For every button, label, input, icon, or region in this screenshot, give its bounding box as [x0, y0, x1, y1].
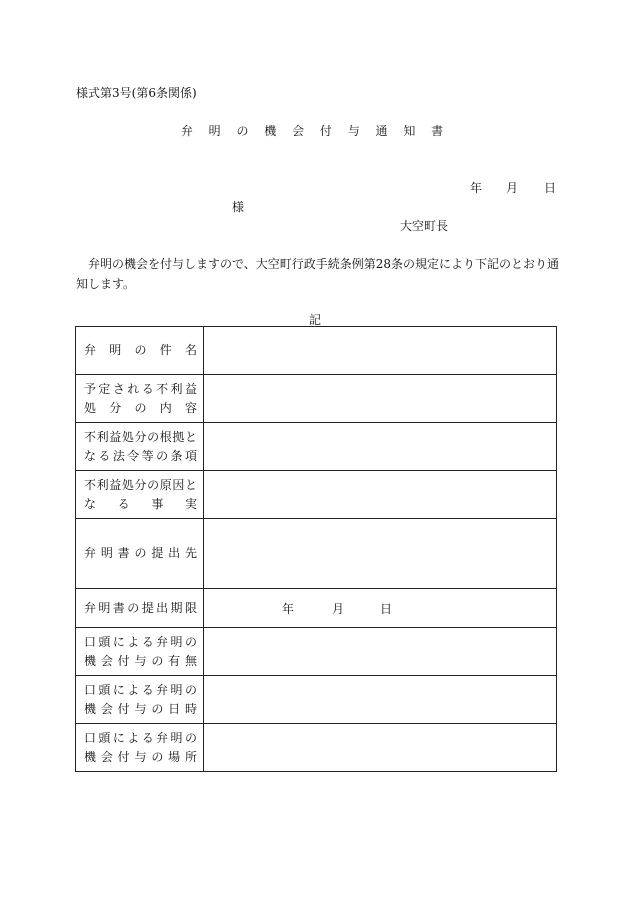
label-line: 口頭による弁明の [84, 682, 197, 697]
form-number-label: 様式第3号(第6条関係) [76, 86, 197, 100]
label-line: 不利益処分の原因と [84, 477, 197, 492]
date-day: 日 [544, 181, 557, 195]
label-line: 予定される不利益 [84, 381, 197, 396]
table-row [76, 375, 557, 423]
table-row [76, 724, 557, 772]
table-row [76, 519, 557, 589]
notice-body: 弁明の機会を付与しますので、大空町行政手続条例第28条の規定により下記のとおり通知します。 [76, 257, 560, 291]
label-line: 不利益処分の根拠と [84, 429, 197, 444]
row-label [76, 724, 204, 772]
deadline-day: 日 [380, 602, 393, 616]
row-label [76, 589, 204, 628]
label-line: 弁 明 の 件 名 [84, 343, 197, 357]
row-label [76, 375, 204, 423]
row-label [76, 423, 204, 471]
deadline-year: 年 [282, 602, 295, 616]
table-row [76, 628, 557, 676]
table-row [76, 327, 557, 375]
label-line: 口頭による弁明の [84, 730, 197, 745]
deadline-value-cell[interactable] [204, 589, 557, 628]
value-cell[interactable] [204, 519, 557, 589]
row-label [76, 676, 204, 724]
notice-details-table [75, 326, 557, 772]
date-year: 年 [470, 181, 483, 195]
label-line: 機会付与の有無 [84, 653, 197, 668]
date-month: 月 [506, 181, 519, 195]
label-line: 弁明書の提出期限 [84, 600, 197, 615]
label-line: 機会付与の場所 [84, 749, 197, 764]
label-line: 弁明書の提出先 [84, 546, 197, 560]
deadline-month: 月 [332, 602, 345, 616]
row-label [76, 519, 204, 589]
label-line: 機会付与の日時 [84, 701, 197, 716]
label-line: 口頭による弁明の [84, 634, 197, 649]
label-line: な る 事 実 [84, 496, 197, 511]
table-row [76, 589, 557, 628]
row-label [76, 327, 204, 375]
row-label [76, 628, 204, 676]
value-cell[interactable] [204, 327, 557, 375]
value-cell[interactable] [204, 724, 557, 772]
sender-name: 大空町長 [400, 219, 449, 233]
row-label [76, 471, 204, 519]
table-row [76, 676, 557, 724]
label-line: なる法令等の条項 [84, 448, 197, 463]
label-line: 処 分 の 内 容 [84, 400, 197, 415]
value-cell[interactable] [204, 628, 557, 676]
table-row [76, 423, 557, 471]
value-cell[interactable] [204, 423, 557, 471]
value-cell[interactable] [204, 471, 557, 519]
document-title: 弁 明 の 機 会 付 与 通 知 書 [180, 124, 450, 138]
value-cell[interactable] [204, 676, 557, 724]
addressee-suffix: 様 [232, 200, 245, 214]
value-cell[interactable] [204, 375, 557, 423]
table-row [76, 471, 557, 519]
ki-heading: 記 [308, 313, 321, 327]
